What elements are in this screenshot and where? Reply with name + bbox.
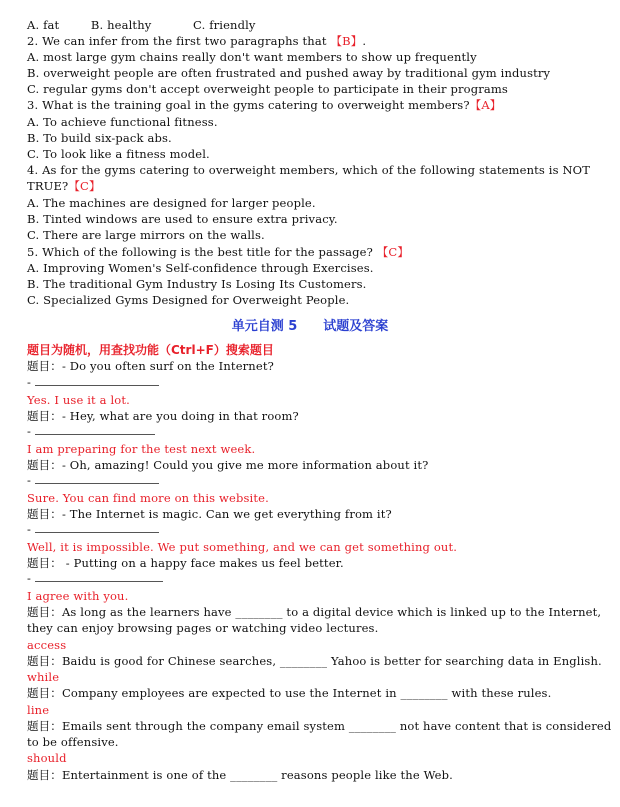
- dialog-question: 题目：- Hey, what are you doing in that room?: [27, 409, 299, 423]
- answer-blank: -: [27, 522, 159, 536]
- dialog-answer: I agree with you.: [27, 589, 129, 603]
- section-title: 单元自测 5 试题及答案: [231, 319, 389, 334]
- search-notice: 题目为随机，用查找功能（Ctrl+F）搜索题目: [27, 343, 274, 357]
- dialog-answer: Well, it is impossible. We put something, and we can get something out.: [27, 540, 458, 554]
- answer-blank: -: [27, 375, 159, 389]
- q5-option-c: C. Specialized Gyms Designed for Overweight People.: [27, 293, 350, 307]
- dialog-question: 题目： - Putting on a happy face makes us feel better.: [27, 556, 344, 570]
- fill-answer: access: [27, 638, 67, 652]
- q5-option-b: B. The traditional Gym Industry Is Losing Its Customers.: [27, 277, 367, 291]
- q3-option-a: A. To achieve functional fitness.: [27, 115, 218, 129]
- q2-option-a: A. most large gym chains really don't want members to show up frequently: [27, 50, 477, 64]
- dialog-question: 题目：- Do you often surf on the Internet?: [27, 359, 274, 373]
- fill-question-line1: 题目：As long as the learners have ________ to a digital device which is linked up to the Internet,: [27, 605, 602, 619]
- dialog-answer: Sure. You can find more on this website.: [27, 491, 269, 505]
- dialog-question: 题目：- The Internet is magic. Can we get everything from it?: [27, 507, 392, 521]
- q4-option-b: B. Tinted windows are used to ensure extra privacy.: [27, 212, 338, 226]
- answer-blank: -: [27, 424, 155, 438]
- q1-option-c: C. friendly: [193, 18, 256, 32]
- q2-answer: 【B】: [330, 34, 363, 48]
- q3-answer: 【A】: [469, 98, 502, 112]
- fill-question-line2: to be offensive.: [27, 735, 119, 749]
- q2-option-c: C. regular gyms don't accept overweight people to participate in their programs: [27, 82, 508, 96]
- fill-answer: line: [27, 703, 50, 717]
- q2-question: 2. We can infer from the first two paragraphs that 【B】.: [27, 34, 367, 48]
- fill-question-line1: 题目：Entertainment is one of the ________ reasons people like the Web.: [27, 768, 453, 782]
- q3-question: 3. What is the training goal in the gyms catering to overweight members?【A】: [27, 98, 502, 112]
- answer-blank: -: [27, 473, 159, 487]
- q3-option-b: B. To build six-pack abs.: [27, 131, 172, 145]
- fill-question-line1: 题目：Company employees are expected to use the Internet in ________ with these rules.: [27, 686, 552, 700]
- q1-option-b: B. healthy: [90, 18, 152, 32]
- q4-answer: 【C】: [68, 179, 101, 193]
- q4-option-a: A. The machines are designed for larger people.: [27, 196, 316, 210]
- q1-options: [27, 17, 600, 33]
- fill-question-line1: 题目：Emails sent through the company email system ________ not have content that is considered: [27, 719, 612, 733]
- fill-question-line2: they can enjoy browsing pages or watching video lectures.: [27, 621, 379, 635]
- answer-blank: -: [27, 571, 163, 585]
- q4-question-line2: TRUE?【C】: [27, 179, 101, 193]
- q1-option-a: A. fat: [27, 18, 60, 32]
- dialog-question: 题目：- Oh, amazing! Could you give me more information about it?: [27, 458, 429, 472]
- q2-option-b: B. overweight people are often frustrated and pushed away by traditional gym industry: [27, 66, 551, 80]
- fill-question-line1: 题目：Baidu is good for Chinese searches, ________ Yahoo is better for searching data in English.: [27, 654, 602, 668]
- q5-option-a: A. Improving Women's Self-confidence through Exercises.: [27, 261, 374, 275]
- q5-question: 5. Which of the following is the best title for the passage? 【C】: [27, 245, 409, 259]
- q5-answer: 【C】: [376, 245, 409, 259]
- fill-answer: should: [27, 751, 67, 765]
- dialog-answer: Yes. I use it a lot.: [27, 393, 130, 407]
- q3-option-c: C. To look like a fitness model.: [27, 147, 210, 161]
- dialog-answer: I am preparing for the test next week.: [27, 442, 256, 456]
- q4-question-line1: 4. As for the gyms catering to overweight members, which of the following statements is NOT: [27, 163, 591, 177]
- fill-answer: while: [27, 670, 60, 684]
- q4-option-c: C. There are large mirrors on the walls.: [27, 228, 265, 242]
